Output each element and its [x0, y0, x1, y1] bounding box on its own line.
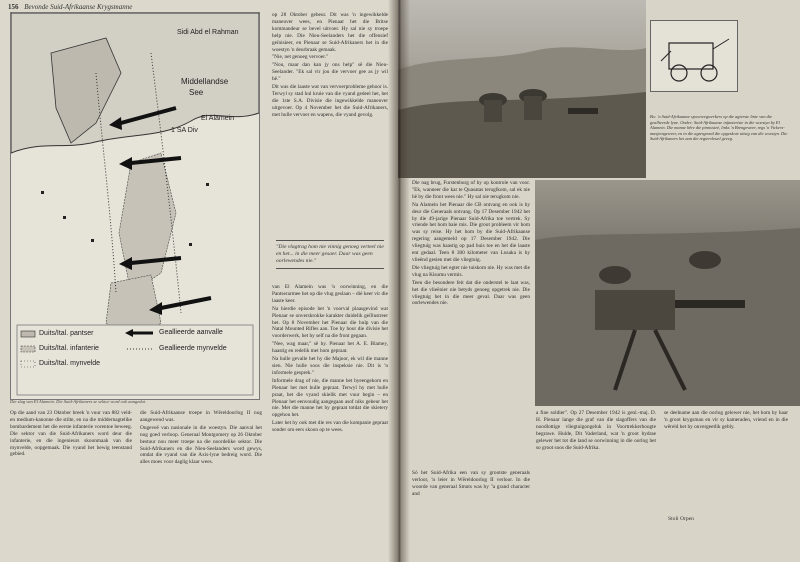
paragraph: se deelname aan die oorlog gelewer nie, het hom hy haar 'n groot krygsman en vir sy kameraden, vriend en in die wêreld het hy onvergeetlik gebly.	[664, 410, 788, 430]
right-column-a-end	[412, 470, 530, 560]
paragraph: Na hierdie episode het 'n voorval plaasgevind wat Pienaar se onverskrokke karakter duidelik geïllustreer het. Op 8 November het Pienaar die hulp van die Natal Mounted Rifles aan. Toe hy hoor die divisie het voorderwerk, het hy self na die front gegaan.	[272, 305, 388, 340]
photo-caption: Bo: 'n Suid-Afrikaanse spoorwegwerkers op die agterste linie van die geallieerde lyne. Onder: Suid-Afrikaanse infanteriste in die woestyn by El Alamein. Die manne bêre die pinnosieë, links 'n Brengeweer, regs 'n Vickers-masjiengeweer, en in die agtergrond die opgeskote uitsig van die woestyn. Die Suid-Afrikaners het aan die regtervleuel geveg.	[650, 114, 788, 142]
desert-soldiers-photo	[398, 0, 646, 178]
middle-column-top	[272, 12, 388, 237]
map-label-sea-2: See	[189, 88, 204, 97]
legend-minefield: Duits/Ital. mynvelde	[39, 360, 101, 367]
paragraph: a fine soldier". Op 27 Desember 1942 is genl.-maj. D. H. Pienaar lange die graf van die slagoffers van die noodlottige vliegtuigongeluk in Voortrekkerhoogte begrawe. Hulde, Dit Vaderland, wat 'n groot bydrae gelewer het tot die land se oorwinning in die oorlog het so groot soos die Suid-Afrika.	[536, 410, 656, 451]
middle-column-bottom	[272, 284, 388, 560]
paragraph: Dit was die laaste wat van vervoerprobleme gehoor is. Terwyl sy stad hul kruie van die vyand gedeel het, het die 1ste S.A. Divisie die ingewikkelde maneuver uitgevoer. Op 4 November het die Suid-Afrikaners, met hulle vervoer en wapens, die vyand gevolg.	[272, 84, 388, 118]
paragraph: "Nee, wag maar," sê hy. Pienaar het A. E. Blamey, haastig en redelik met hom gepraat.	[272, 341, 388, 355]
left-column-a	[10, 410, 132, 560]
vehicle-sketch	[650, 20, 738, 92]
paragraph: Só het Suid-Afrika een van sy grootste generaals verloor, 'n leier in Wêreldoorlog II verloor. In die woorde van generaal Smuts was hy "a grand character and	[412, 470, 530, 497]
running-head	[8, 3, 132, 11]
paragraph: Op die aand van 23 Oktober breek 'n vuur van 882 veld- en medium-kanonne die stilte, en na die middernagtelike bombardement het die eerste infanterie vorentoe beweeg. Die sektor van die Suid-Afrikaners word deur die infanterie, en die ingenieurs skoonmaak van die mynvelde, oopgemaak. Die vyand het hewig teenstand gebied.	[10, 410, 132, 458]
legend-panzer: Duits/Ital. pantser	[39, 330, 94, 337]
paragraph: van El Alamein was 'n oorwinning, en die Pantserarmee het op die vlug geslaan – dié keer vir die laaste keer.	[272, 284, 388, 304]
vehicle-sketch-drawing	[651, 21, 737, 91]
map-label-sa-div: 1 SA Div	[171, 127, 198, 134]
legend-allied-attack: Geallieerde aanvalle	[159, 329, 223, 336]
left-column-b	[140, 410, 262, 560]
paragraph: Die nag brug, Furstenburg of hy op kontrole van voor. "Ek, wanneer die kar te Quasatas teruglkom, sal ek nie hê by die front wees nie." Hy sal nie terugkom nie.	[412, 180, 530, 200]
paragraph: Die vliegtuig het egter nie tuiskom nie. Hy was met die vlug na Kisumu vermis.	[412, 264, 530, 278]
legend-allied-minefield: Geallieerde mynvelde	[159, 345, 227, 352]
paragraph: Teen die besondere feit dat die onderstel te laat was, het die vlieënier nie betyds genoeg opgetrek nie. Die vliegtuig het in die meer geval. Daar was geen oorlewendes nie.	[412, 279, 530, 307]
paragraph: Informele drag of nie, die manne het byeengekom en Pienaar het met hulle gepraat. Terwyl hy met hulle praat, het die vyand skielik met vuur begin – en Pienaar het eenvoudig aangegaan asof niks gebeur het nie. Met die manne het hy gepraat totdat die skietery opgehou het.	[272, 377, 388, 419]
book-gutter	[388, 0, 410, 562]
left-page	[0, 0, 398, 562]
machine-gun-photo	[535, 180, 800, 406]
battle-map	[10, 12, 260, 400]
paragraph: "Nou, maar dan kan jy ons help" sê die Nieu-Seelander. "Ek sal vir jou die vervoer gee as jy wil hê."	[272, 62, 388, 83]
paragraph: "Nie, net genoeg vervoer."	[272, 54, 329, 61]
photo-gun-drawing	[535, 180, 800, 406]
author-signature: Stoli Orpen	[668, 516, 694, 522]
paragraph: Ongeveë van nasionale in die woestyn. Die aanval het nog goed verloop. Generaal Montgomery op 26 Oktober bestuur nou meer troepe na die noordelike sektor. Die Suid-Afrikaners en die Nieu-Seelanders word gewys, omdat die vyand van die Axis-lyne bedreig word. Die alles moes voor daglig klaar wees.	[140, 424, 262, 466]
paragraph: Na Alamein het Pienaar die CB ontvang en ook is hy deur die Generaals ontvang. Op 17 Desember 1942 het hy die 49-jarige Pienaar Suid-Afrika toe vertrek. Sy vriende het hom baie mis. Die groot probleem vir hom was sy reise. Hy het hom by die Suid-Afrikaanse regering aangemeld op 17 Desember 1942. Die vliegtuig was haastig op pad huis toe en het die laaste ent gedaal. Teen 8 300 kilometer van Lusaka is hy vlieënd gesien met die vliegtuig.	[412, 201, 530, 263]
page-number: 156	[8, 3, 19, 11]
map-label-sea-1: Middellandse	[181, 77, 229, 86]
paragraph: Na hulle gevalle het hy die Majoor, ek wil die manne sien. Nie hulle soos die inspeksie nie. Dit is 'n informele gesprek."	[272, 356, 388, 376]
photo-soldiers-drawing	[398, 0, 646, 178]
right-column-c	[664, 410, 788, 514]
pull-quote: "Die vlagtrag hom nie vinnig genoeg verteel nie en het... in die meer gesaer. Daar was geen oorlewendes nie."	[276, 240, 384, 269]
right-column-a	[412, 180, 530, 470]
map-drawing	[11, 13, 259, 399]
right-column-b	[536, 410, 656, 560]
map-caption: Die slag van El Alamein. Die Suid-Afrikaners se sektor word ook aangedui.	[10, 399, 147, 404]
map-label-el-alamein: El Alamein	[201, 115, 235, 122]
paragraph: op 28 Oktober gebeur. Dit was 'n ingewikkelde maneuver wees, en Pienaar het die Britse kommandeur se bevel uitvoer. Hy sal nie sy troepe help nie. Die Nieu-Seelanders het die offensief geïnisieer, en Pienaar se Suid-Afrikaners het in die woestyn 'n deurbraak gemaak.	[272, 12, 388, 53]
paragraph: die Suid-Afrikaanse troepe in Wêreldoorlog II nog aangewend was.	[140, 410, 262, 423]
map-label-sidi: Sidi Abd el Rahman	[177, 29, 239, 36]
running-title: Bevonde Suid-Afrikaanse Krygsmanne	[24, 3, 133, 11]
paragraph: Later het hy ook met die res van die kompanie gepraat sonder om eers skoon op te wees.	[272, 420, 388, 434]
legend-infantry: Duits/Ital. infanterie	[39, 345, 99, 352]
